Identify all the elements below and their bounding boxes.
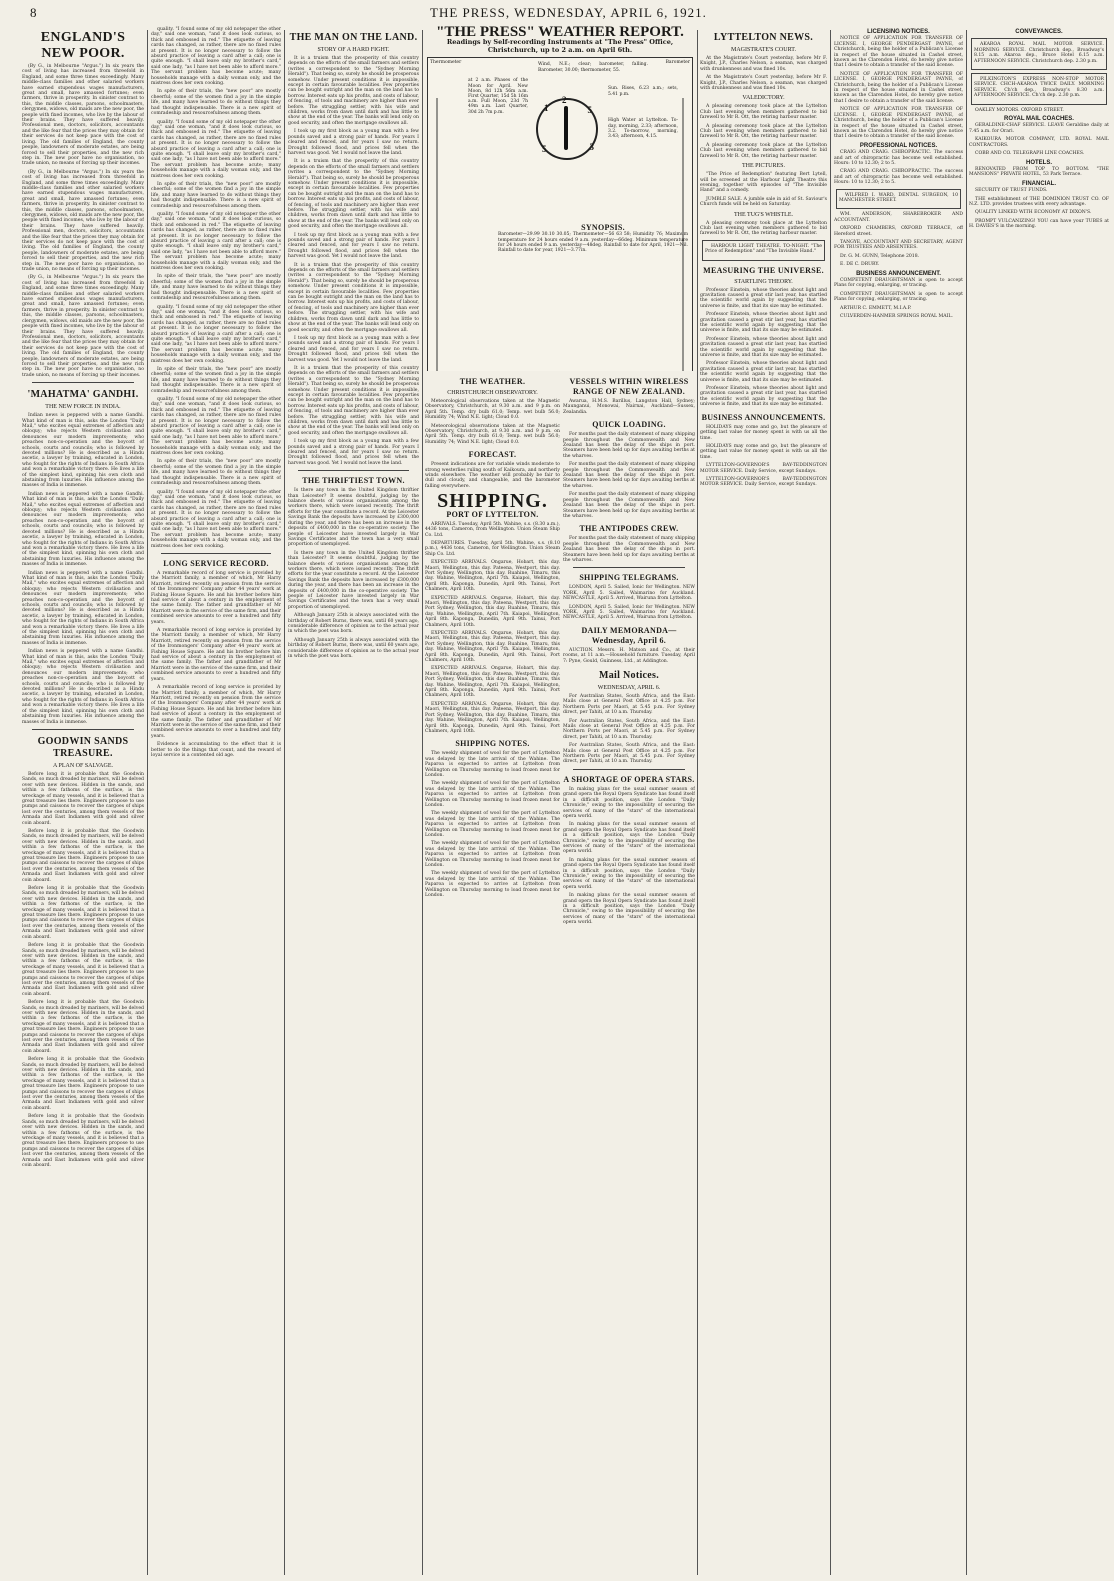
dial-number: 2 bbox=[562, 95, 567, 106]
ad-text: OAKLEY MOTORS. OXFORD STREET. bbox=[975, 107, 1064, 113]
article-subhead: WEDNESDAY, APRIL 6. bbox=[597, 685, 661, 691]
article-body: quality. "I found some of my old notepaper the other day," said one woman, "and it does look curious, so thick and embossed in red." The etiquette of leaving cards has changed, as rather, there are no fixed rules at present. It is no longer necessary to follow the absurd practice of leaving a card after a call; one is quite enough. "I shall leave only my brother's card," said one lady, "as I have not been able to afford more." The servant problem has become acute; many households manage with a daily woman only, and the mistress does her own cooking. bbox=[151, 119, 281, 179]
article-body: A pleasing ceremony took place at the Lyttelton Club last evening when members gathered to bid farewell to Mr R. Ott, the retiring harbour master. bbox=[700, 104, 827, 121]
dial-number: 3 bbox=[589, 142, 594, 152]
article-body: quality. "I found some of my old notepaper the other day," said one woman, "and it does look curious, so thick and embossed in red." The etiquette of leaving cards has changed, as rather, there are no fixed rules at present. It is no longer necessary to follow the absurd practice of leaving a card after a call; one is quite enough. "I shall leave only my brother's card," said one lady, "as I have not been able to afford more." The servant problem has become acute; many households manage with a daily woman only, and the mistress does her own cooking. bbox=[151, 397, 281, 457]
article-headline: SHIPPING TELEGRAMS. bbox=[579, 573, 679, 583]
ad-text: Dr. G. M. GUNN, Telephone 2018. bbox=[840, 253, 920, 259]
divider bbox=[32, 382, 134, 383]
article-body: It is a truism that the prosperity of this country depends on the efforts of the small farmers and settlers (writes a correspondent to the "Sydney Morning Herald"). That being so, surely he should be prosperous somehow. Under present conditions it is impossible, except in certain favourable localities. Few properties can be bought outright and the man on the land has to borrow. Interest eats up his profits, and costs of labour, of fencing, of tools and machinery are higher than ever before. The struggling settler, with his wife and children, works from dawn until dark and has little to show at the end of the year. The banks will lend only on good security, and often the mortgage swallows all. bbox=[288, 56, 419, 126]
article-body: In making plans for the usual summer season of grand opera the Royal Opera Syndicate has found itself in a difficult position, says the London "Daily Chronicle," owing to the impossibility of securing the services of many of the "stars" of the international opera world. bbox=[563, 786, 695, 819]
ad-text: CRAIG AND CRAIG. CHIROPRACTIC. The success and art of chiropractic has become well established. Hours: 10 to 12.30; 2 to 5. bbox=[834, 150, 963, 166]
article-headline: THE WEATHER. bbox=[459, 377, 526, 386]
article-headline: VESSELS WITHIN WIRELESS RANGE OF NEW ZEALAND. bbox=[569, 377, 689, 396]
ad-text: RENOVATED FROM TOP TO BOTTOM. "THE MANSIONS" PRIVATE HOTEL, 53 Park Terrace. bbox=[969, 166, 1109, 178]
barometer-dial bbox=[536, 95, 598, 160]
ad-text: SECURITY OF TRUST FUNDS. bbox=[975, 188, 1048, 194]
article-body: Before long it is probable that the Goodwin Sands, so much dreaded by mariners, will be delved over with new devices. Hidden in the sands, and within a few fathoms of the surface, is the wreckage of many vessels, and it is believed that a great treasure lies there. Engineers propose to use pumps and caissons to recover the cargoes of ships lost over the centuries, among them vessels of the Armada and East Indiamen with gold and silver coin aboard. bbox=[22, 828, 144, 883]
article-body: Although January 25th is always associated with the birthday of Robert Burns, there was, until 60 years ago, considerable difference of opinion as to the actual year in which the poet was born. bbox=[288, 613, 419, 635]
article-headline: GOODWIN SANDS TREASURE. bbox=[37, 735, 129, 759]
section-heading: PROFESSIONAL NOTICES. bbox=[859, 142, 938, 149]
dial-number: 5 bbox=[587, 105, 592, 116]
article-body: "The Price of Redemption" featuring Bert Lytell, will be screened at the Harbour Light Theatre this evening, together with episodes of "The Invisible Hand" and a comedy. bbox=[700, 172, 827, 194]
article-body: I took up my first block as a young man with a few pounds saved and a strong pair of hands. For years I cleared and fenced, and for years I saw no return. Drought followed flood, and prices fell when the harvest was good. Yet I would not leave the land. bbox=[288, 335, 419, 363]
article-body: quality. "I found some of my old notepaper the other day," said one woman, "and it does look curious, so thick and embossed in red." The etiquette of leaving cards has changed, as rather, there are no fixed rules at present. It is no longer necessary to follow the absurd practice of leaving a card after a call; one is quite enough. "I shall leave only my brother's card," said one lady, "as I have not been able to afford more." The servant problem has become acute; many households manage with a daily woman only, and the mistress does her own cooking. bbox=[151, 212, 281, 272]
column-2 bbox=[151, 26, 281, 1574]
article-headline: LONG SERVICE RECORD. bbox=[163, 558, 269, 568]
ad-text: THE establishment of THE DOMINION TRUST CO. OF N.Z. LTD. provides trustees with every advantage. bbox=[969, 196, 1109, 207]
thermometer-label: Thermometer bbox=[430, 60, 462, 66]
article-body: (By G., in Melbourne "Argus.") In six years the cost of living has increased from threefold in England, and some three times exceedingly. Many middle-class families and other salaried workers have earned stupendous wages manufacturers, great and small, have amassed fortunes; even farmers, thrive in prosperity. In sinister contrast to this, the middle classes, parsons, schoolmasters, clergymen, widows, old maids are the new poor, the people with fixed incomes, who live by the labour of their brains. They have suffered heavily. Professional men, doctors, solicitors, accountants and the like fear that the prices they may obtain for their services do not keep pace with the cost of living. The old families of England, the county people, landowners of moderate estates, are being forced to sell their properties, and the new rich step in. The new poor have no organisation, no trade union, no means of forcing up their incomes. bbox=[22, 64, 144, 167]
article-body: Professor Einstein, whose theories about light and gravitation caused a great stir last year, has startled the scientific world again by suggesting that the universe is finite, and that its size may be estimated. bbox=[700, 336, 827, 359]
column-4 bbox=[425, 372, 560, 1572]
article-body: A pleasing ceremony took place at the Lyttelton Club last evening when members gathered to bid farewell to Mr R. Ott, the retiring harbour master. bbox=[700, 142, 827, 159]
article-body: It is a truism that the prosperity of this country depends on the efforts of the small farmers and settlers (writes a correspondent to the "Sydney Morning Herald"). That being so, surely he should be prosperous somehow. Under present conditions it is impossible, except in certain favourable localities. Few properties can be bought outright and the man on the land has to borrow. Interest eats up his profits, and costs of labour, of fencing, of tools and machinery are higher than ever before. The struggling settler, with his wife and children, works from dawn until dark and has little to show at the end of the year. The banks will lend only on good security, and often the mortgage swallows all. bbox=[288, 159, 419, 230]
article-body: Before long it is probable that the Goodwin Sands, so much dreaded by mariners, will be delved over with new devices. Hidden in the sands, and within a few fathoms of the surface, is the wreckage of many vessels, and it is believed that a great treasure lies there. Engineers propose to use pumps and caissons to recover the cargoes of ships lost over the centuries, among them vessels of the Armada and East Indiamen with gold and silver coin aboard. bbox=[22, 771, 144, 826]
article-body: Before long it is probable that the Goodwin Sands, so much dreaded by mariners, will be delved over with new devices. Hidden in the sands, and within a few fathoms of the surface, is the wreckage of many vessels, and it is believed that a great treasure lies there. Engineers propose to use pumps and caissons to recover the cargoes of ships lost over the centuries, among them vessels of the Armada and East Indiamen with gold and silver coin aboard. bbox=[22, 943, 144, 997]
page-header: THE PRESS, WEDNESDAY, APRIL 6, 1921. bbox=[430, 5, 707, 20]
column-6 bbox=[700, 26, 827, 1574]
ad-text: QUALITY LINKED WITH ECONOMY AT DIXON'S. bbox=[975, 210, 1092, 216]
article-body: EXPECTED ARRIVALS. Ongarue, Hobart, this day. Maori, Wellington, this day. Pateena, Westport, this day. Port Sydney, Wellington, this day. Ruahine, Timaru, this day. Wahine, Wellington, April 7th. Kaiapoi, Wellington, April 8th. Kaponga, Dunedin, April 9th. Tainui, Port Chalmers, April 10th. bbox=[425, 666, 560, 699]
ad-text: WM. ANDERSON, SHAREBROKER AND ACCOUNTANT. bbox=[834, 212, 963, 223]
article-body: Indian news is peppered with a name Gandhi. What kind of man is this, asks the London "Daily Mail," who excites equal extremes of affection and obloquy; who rejects Western civilisation and denounces our modern improvements; who preaches non-co-operation and the boycott of schools, courts and councils; who is followed by devoted millions? He is described as a Hindu ascetic, a lawyer by training, educated in London, who fought for the rights of Indians in South Africa and won a remarkable victory there. He lives a life of the simplest kind, spinning his own cloth and abstaining from luxuries. His influence among the masses of India is immense. bbox=[22, 413, 144, 489]
ad-text: NOTICE OF APPLICATION FOR TRANSFER OF LICENSE. I, GEORGE PENDERGAST PAYNE, of Christchurch, being the holder of a Publican's License in respect of the house situated in Cashel street, known as the Clarendon Hotel, do hereby give notice that I desire to obtain a transfer of the said license. bbox=[834, 71, 963, 104]
article-body: Indian news is peppered with a name Gandhi. What kind of man is this, asks the London "Daily Mail," who excites equal extremes of affection and obloquy; who rejects Western civilisation and denounces our modern improvements; who preaches non-co-operation and the boycott of schools, courts and councils; who is followed by devoted millions? He is described as a Hindu ascetic, a lawyer by training, educated in London, who fought for the rights of Indians in South Africa and won a remarkable victory there. He lives a life of the simplest kind, spinning his own cloth and abstaining from luxuries. His influence among the masses of India is immense. bbox=[22, 649, 144, 725]
article-body: Evidence is accumulating to the effect that it is better to do the things that count, and the reward of loyal service is a contented old age. bbox=[151, 742, 281, 758]
weather-subtitle: Readings by Self-recording Instruments at "The Press" Office, Christchurch, up to 2 a.m. on April 6th. bbox=[446, 38, 674, 55]
ad-text: NOTICE OF APPLICATION FOR TRANSFER OF LICENSE. I, GEORGE PENDERGAST PAYNE, of Christchurch, being the holder of a Publican's License in respect of the house situated in Cashel street, known as the Clarendon Hotel, do hereby give notice that I desire to obtain a transfer of the said license. bbox=[834, 107, 963, 140]
article-body: For months past the daily statement of many shipping people throughout the Commonwealth and New Zealand has been the delay of the ships in port. Steamers have been held up for days awaiting berths at the wharves. bbox=[563, 462, 695, 489]
ad-text: CRAIG AND CRAIG. CHIROPRACTIC. The success and art of chiropractic has become well established. Hours: 10 to 12.30; 2 to 5. bbox=[834, 169, 963, 186]
column-rule bbox=[966, 30, 967, 1575]
column-5 bbox=[563, 372, 695, 1572]
article-body: For Australian States, South Africa, and the East: Mails close at General Post Office at 4.25 p.m. For Northern Ports per Maori, at 5.45 p.m. For Sydney direct, per Tahiti, at 10 a.m. Thursday. bbox=[563, 694, 695, 716]
article-body: At the Magistrate's Court yesterday, before Mr F. Knight, J.P., Charles Nelson, a seaman, was charged with drunkenness and was fined 10s. bbox=[700, 56, 827, 72]
article-body: Before long it is probable that the Goodwin Sands, so much dreaded by mariners, will be delved over with new devices. Hidden in the sands, and within a few fathoms of the surface, is the wreckage of many vessels, and it is believed that a great treasure lies there. Engineers propose to use pumps and caissons to recover the cargoes of ships lost over the centuries, among them vessels of the Armada and East Indiamen with gold and silver coin aboard. bbox=[22, 1114, 144, 1168]
column-8 bbox=[969, 26, 1109, 1574]
weather-report bbox=[425, 26, 695, 371]
article-subhead: THE TUG'S WHISTLE. bbox=[733, 211, 794, 218]
article-body: For months past the daily statement of many shipping people throughout the Commonwealth and New Zealand has been the delay of the ships in port. Steamers have been held up for days awaiting berths at the wharves. bbox=[563, 536, 695, 563]
article-body: Professor Einstein, whose theories about light and gravitation caused a great stir last year, has startled the scientific world again by suggesting that the universe is finite, and that its size may be estimated. bbox=[700, 361, 827, 383]
article-body: I took up my first block as a young man with a few pounds saved and a strong pair of hands. For years I cleared and fenced, and for years I saw no return. Drought followed flood, and prices fell when the harvest was good. Yet I would not leave the land. bbox=[288, 129, 419, 156]
article-body: The weekly shipment of wool for the port of Lyttelton was delayed by the late arrival of the Wahine. The Paparoa is expected to arrive at Lyttelton from Wellington on Thursday morning to load frozen meat for London. bbox=[425, 841, 560, 869]
article-subhead: THE PICTURES. bbox=[741, 163, 785, 170]
article-headline: A SHORTAGE OF OPERA STARS. bbox=[563, 774, 695, 784]
column-rule bbox=[147, 30, 148, 1575]
barometer-scale bbox=[676, 98, 690, 371]
ad-text: HOLIDAYS may come and go, but the pleasure of getting last value for money spent is with us all the time. bbox=[700, 424, 827, 441]
port-heading: PORT OF LYTTELTON. bbox=[446, 509, 539, 519]
article-body: A remarkable record of long service is provided by the Marriott family, a member of which, Mr Harry Marriott, retired recently on pension from the service of the Ironmongers' Company after 44 years' work at Fishing House Square. He and his brother before him had service of about a century in the employment of the same family. The father and grandfather of Mr Marriott were in the service of the same firm, and their combined service amounts to over a hundred and fifty years. bbox=[151, 685, 281, 739]
article-body: ARRIVALS. Tuesday, April 5th. Wahine, s.s. (8.30 a.m.), 4436 tons, Cameron, from Wellington. Union Steam Ship Co. Ltd. bbox=[425, 521, 560, 538]
section-heading: CONVEYANCES. bbox=[1015, 29, 1063, 35]
article-headline: Mail Notices. bbox=[599, 670, 659, 681]
article-body: JUMBLE SALE. A jumble sale in aid of St. Saviour's Church funds will be held on Saturday. bbox=[700, 196, 827, 208]
masthead bbox=[0, 0, 1114, 26]
article-body: DEPARTURES. Tuesday, April 5th. Wahine, s.s. (8.10 p.m.), 4436 tons, Cameron, for Wellington. Union Steam Ship Co. Ltd. bbox=[425, 540, 560, 557]
article-headline: LYTTELTON NEWS. bbox=[713, 32, 814, 43]
article-body: Indian news is peppered with a name Gandhi. What kind of man is this, asks the London "Daily Mail," who excites equal extremes of affection and obloquy; who rejects Western civilisation and denounces our modern improvements; who preaches non-co-operation and the boycott of schools, courts and councils; who is followed by devoted millions? He is described as a Hindu ascetic, a lawyer by training, educated in London, who fought for the rights of Indians in South Africa and won a remarkable victory there. He lives a life of the simplest kind, spinning his own cloth and abstaining from luxuries. His influence among the masses of India is immense. bbox=[22, 570, 144, 646]
column-3 bbox=[288, 26, 419, 1574]
divider bbox=[32, 729, 134, 730]
article-body: The weekly shipment of wool for the port of Lyttelton was delayed by the late arrival of the Wahine. The Paparoa is expected to arrive at Lyttelton from Wellington on Thursday morning to load frozen meat for London. bbox=[425, 781, 560, 808]
article-body: quality. "I found some of my old notepaper the other day," said one woman, "and it does look curious, so thick and embossed in red." The etiquette of leaving cards has changed, as rather, there are no fixed rules at present. It is no longer necessary to follow the absurd practice of leaving a card after a call; one is quite enough. "I shall leave only my brother's card," said one lady, "as I have not been able to afford more." The servant problem has become acute; many households manage with a daily woman only, and the mistress does her own cooking. bbox=[151, 27, 281, 87]
article-body: EXPECTED ARRIVALS. Ongarue, Hobart, this day. Maori, Wellington, this day. Pateena, Westport, this day. Port Sydney, Wellington, this day. Ruahine, Timaru, this day. Wahine, Wellington, April 7th. Kaiapoi, Wellington, April 8th. Kaponga, Dunedin, April 9th. Tainui, Port Chalmers, April 10th. bbox=[425, 631, 560, 664]
shipping-heading: SHIPPING. bbox=[437, 490, 548, 513]
section-heading: LICENSING NOTICES. bbox=[867, 29, 930, 35]
ad-text: HOLIDAYS may come and go, but the pleasure of getting last value for money spent is with us all the time. bbox=[700, 443, 827, 460]
article-body: I took up my first block as a young man with a few pounds saved and a strong pair of hands. For years I cleared and fenced, and for years I saw no return. Drought followed flood, and prices fell when the harvest was good. Yet I would not leave the land. bbox=[288, 232, 419, 260]
ad-text: GERALDINE-CHAF SERVICE. LEAVE Geraldine daily at 7.45 a.m. for Orari. bbox=[969, 123, 1109, 134]
article-body: A pleasing ceremony took place at the Lyttelton Club last evening when members gathered to bid farewell to Mr R. Ott, the retiring harbour master. bbox=[700, 123, 827, 140]
article-body: (By G., in Melbourne "Argus.") In six years the cost of living has increased from threefold in England, and some three times exceedingly. Many middle-class families and other salaried workers have earned stupendous wages manufacturers, great and small, have amassed fortunes; even farmers, thrive in prosperity. In sinister contrast to this, the middle classes, parsons, schoolmasters, clergymen, widows, old maids are the new poor, the people with fixed incomes, who live by the labour of their brains. They have suffered heavily. Professional men, doctors, solicitors, accountants and the like fear that the prices they may obtain for their services do not keep pace with the cost of living. The old families of England, the county people, landowners of moderate estates, are being forced to sell their properties, and the new rich step in. The new poor have no organisation, no trade union, no means of forcing up their incomes. bbox=[22, 275, 144, 378]
divider bbox=[573, 567, 685, 568]
advertisement bbox=[971, 38, 1107, 70]
column-7 bbox=[834, 26, 963, 1574]
article-body: It is a truism that the prosperity of this country depends on the efforts of the small farmers and settlers (writes a correspondent to the "Sydney Morning Herald"). That being so, surely he should be prosperous somehow. Under present conditions it is impossible, except in certain favourable localities. Few properties can be bought outright and the man on the land has to borrow. Interest eats up his profits, and costs of labour, of fencing, of tools and machinery are higher than ever before. The struggling settler, with his wife and children, works from dawn until dark and has little to show at the end of the year. The banks will lend only on good security, and often the mortgage swallows all. bbox=[288, 365, 419, 436]
article-body: For Australian States, South Africa, and the East: Mails close at General Post Office at 4.25 p.m. For Northern Ports per Maori, at 5.45 p.m. For Sydney direct, per Tahiti, at 10 a.m. Thursday. bbox=[563, 743, 695, 765]
article-body: For months past the daily statement of many shipping people throughout the Commonwealth and New Zealand has been the delay of the ships in port. Steamers have been held up for days awaiting berths at the wharves. bbox=[563, 432, 695, 459]
advertisement bbox=[702, 240, 825, 261]
article-body: In making plans for the usual summer season of grand opera the Royal Opera Syndicate has found itself in a difficult position, says the London "Daily Chronicle," owing to the impossibility of securing the services of many of the "stars" of the international opera world. bbox=[563, 822, 695, 855]
ad-text: TANGYE, ACCOUNTANT AND SECRETARY, AGENT FOR TRUSTEES AND ABSENTEES. bbox=[834, 240, 963, 251]
article-body: In spite of their trials, the "new poor" are mostly cheerful; some of the women find a joy in the simple life, and many have learned to do without things they had thought indispensable. There is a new spirit of comradeship and resourcefulness among them. bbox=[151, 459, 281, 487]
article-body: In making plans for the usual summer season of grand opera the Royal Opera Syndicate has found itself in a difficult position, says the London "Daily Chronicle," owing to the impossibility of securing the services of many of the "stars" of the international opera world. bbox=[563, 857, 695, 890]
article-body: EXPECTED ARRIVALS. Ongarue, Hobart, this day. Maori, Wellington, this day. Pateena, Westport, this day. Port Sydney, Wellington, this day. Ruahine, Timaru, this day. Wahine, Wellington, April 7th. Kaiapoi, Wellington, April 8th. Kaponga, Dunedin, April 9th. Tainui, Port Chalmers, April 10th. bbox=[425, 560, 560, 593]
article-subhead: A PLAN OF SALVAGE. bbox=[52, 762, 113, 769]
article-body: Meteorological observations taken at the Magnetic Observatory, Christchurch, at 9.30 a.m. and 9 p.m. on April 5th. Temp. dry bulb 61.0; Temp. wet bulb 56.0; Humidity 74; Wind N.E. light; Cloud 0.0. bbox=[425, 423, 560, 445]
article-body: (By G., in Melbourne "Argus.") In six years the cost of living has increased from threefold in England, and some three times exceedingly. Many middle-class families and other salaried workers have earned stupendous wages manufacturers, great and small, have amassed fortunes; even farmers, thrive in prosperity. In sinister contrast to this, the middle classes, parsons, schoolmasters, clergymen, widows, old maids are the new poor, the people with fixed incomes, who live by the labour of their brains. They have suffered heavily. Professional men, doctors, solicitors, accountants and the like fear that the prices they may obtain for their services do not keep pace with the cost of living. The old families of England, the county people, landowners of moderate estates, are being forced to sell their properties, and the new rich step in. The new poor have no organisation, no trade union, no means of forcing up their incomes. bbox=[22, 169, 144, 273]
weather-title: "THE PRESS" WEATHER REPORT. bbox=[436, 26, 684, 40]
advertisement bbox=[836, 189, 961, 210]
page-number: 8 bbox=[30, 5, 37, 20]
section-heading: FINANCIAL. bbox=[1022, 180, 1056, 187]
article-subhead: THE NEW FORCE IN INDIA. bbox=[45, 404, 121, 411]
ad-text: OXFORD CHAMBERS, OXFORD TERRACE, off Hereford street. bbox=[834, 226, 963, 237]
barometer-label: Barometer bbox=[665, 60, 690, 66]
article-body: LONDON, April 5. Sailed, Ionic for Wellington. NEW YORK, April 5. Sailed, Waimarino for Auckland. NEWCASTLE, April 5. Arrived, Wairuna from Lyttelton. bbox=[563, 604, 695, 621]
article-body: Professor Einstein, whose theories about light and gravitation caused a great stir last year, has startled the scientific world again by suggesting that the universe is finite, and that its size may be estimated. bbox=[700, 287, 827, 309]
divider bbox=[298, 470, 409, 471]
article-body: In making plans for the usual summer season of grand opera the Royal Opera Syndicate has found itself in a difficult position, says the London "Daily Chronicle," owing to the impossibility of securing the services of many of the "stars" of the international opera world. bbox=[563, 893, 695, 926]
article-subhead: CHRISTCHURCH OBSERVATORY. bbox=[447, 390, 538, 396]
section-heading: HOTELS. bbox=[1025, 159, 1052, 166]
ad-text: COBB AND CO. TELEGRAPH LINE COACHES. bbox=[975, 151, 1085, 157]
ad-text: HARBOUR LIGHT THEATRE. TO-NIGHT. "The Price of Redemption" and "The Invisible Hand." bbox=[705, 243, 822, 255]
advertisement bbox=[971, 73, 1107, 105]
article-body: Professor Einstein, whose theories about light and gravitation caused a great stir last year, has startled the scientific world again by suggesting that the universe is finite, and that its size may be estimated. bbox=[700, 312, 827, 334]
ad-text: PROMPT VULCANIZING! YOU can have your TUBES at H. DAVIES'S in the morning. bbox=[969, 218, 1109, 230]
ad-text: ARTHUR C. EMMETT, M.I.A.P. bbox=[840, 305, 912, 311]
article-body: Before long it is probable that the Goodwin Sands, so much dreaded by mariners, will be delved over with new devices. Hidden in the sands, and within a few fathoms of the surface, is the wreckage of many vessels, and it is believed that a great treasure lies there. Engineers propose to use pumps and caissons to recover the cargoes of ships lost over the centuries, among them vessels of the Armada and East Indiamen with gold and silver coin aboard. bbox=[22, 1057, 144, 1111]
dial-needle bbox=[564, 106, 568, 150]
ad-text: KAIKOURA MOTOR COMPANY, LTD. ROYAL MAIL CONTRACTORS. bbox=[969, 137, 1109, 148]
article-body: For months past the daily statement of many shipping people throughout the Commonwealth and New Zealand has been the delay of the ships in port. Steamers have been held up for days awaiting berths at the wharves. bbox=[563, 492, 695, 519]
article-headline: BUSINESS ANNOUNCEMENTS. bbox=[701, 412, 826, 422]
article-headline: DAILY MEMORANDA—Wednesday, April 6. bbox=[581, 625, 677, 645]
article-subhead: VALEDICTORY. bbox=[742, 95, 785, 102]
article-headline: FORECAST. bbox=[468, 450, 517, 460]
article-body: LONDON, April 5. Sailed, Ionic for Wellington. NEW YORK, April 5. Sailed, Waimarino for Auckland. NEWCASTLE, April 5. Arrived, Wairuna from Lyttelton. bbox=[563, 585, 695, 602]
article-body: Awarua, H.M.S. Barillus, Langston Hall, Sydney; Maunganui, Monowai, Nairnai, Auckland—Sussex, Zealandia. bbox=[563, 399, 695, 415]
ad-text: AKAROA ROYAL MAIL MOTOR SERVICE. MORNING SERVICE. Christchurch dep., Broadway's 8.15 a.m. Akaroa dep., Bruce Hotel 6.15 a.m. AFTERNOON SERVICE. Christchurch dep. 2.30 p.m. bbox=[974, 42, 1104, 64]
ad-text: LYTTELTON-GOVERNOR'S BAY-TEDDINGTON MOTOR SERVICE. Daily Service, except Sundays. bbox=[700, 476, 827, 488]
article-body: Indian news is peppered with a name Gandhi. What kind of man is this, asks the London "Daily Mail," who excites equal extremes of affection and obloquy; who rejects Western civilisation and denounces our modern improvements; who preaches non-co-operation and the boycott of schools, courts and councils; who is followed by devoted millions? He is described as a Hindu ascetic, a lawyer by training, educated in London, who fought for the rights of Indians in South Africa and won a remarkable victory there. He lives a life of the simplest kind, spinning his own cloth and abstaining from luxuries. His influence among the masses of India is immense. bbox=[22, 491, 144, 568]
article-body: EXPECTED ARRIVALS. Ongarue, Hobart, this day. Maori, Wellington, this day. Pateena, Westport, this day. Port Sydney, Wellington, this day. Ruahine, Timaru, this day. Wahine, Wellington, April 7th. Kaiapoi, Wellington, April 8th. Kaponga, Dunedin, April 9th. Tainui, Port Chalmers, April 10th. bbox=[425, 701, 560, 734]
article-body: AUCTION. Messrs. H. Matson and Co., at their rooms, at 11 a.m.—Household furniture. Tuesday, April 7: Pyne, Gould, Guinness, Ltd., at Addington. bbox=[563, 647, 695, 664]
article-subhead: STARTLING THEORY. bbox=[734, 278, 793, 285]
article-headline: 'MAHATMA' GANDHI. bbox=[27, 389, 139, 401]
article-subhead: MAGISTRATE'S COURT. bbox=[731, 47, 796, 53]
tide-times: High Water at Lyttelton. To-day, morning, 2.33; afternoon, 3.2. To-morrow, morning, 3.43; afternoon, 4.15. bbox=[608, 118, 678, 140]
dial-number: 5 bbox=[542, 144, 547, 154]
divider bbox=[573, 769, 685, 770]
article-body: A pleasing ceremony took place at the Lyttelton Club last evening when members gathered to bid farewell to Mr R. Ott, the retiring harbour master. bbox=[700, 220, 827, 237]
moon-phases: at 2 a.m. Phases of the Moon for April. New Moon, 8d 12h 56m a.m. First Quarter, 15d 5h 16m a.m. Full Moon, 23d 7h 49m a.m. Last Quarter, 30d 2h 7m p.m. bbox=[468, 78, 528, 115]
weather-chart bbox=[427, 57, 693, 371]
article-headline: THE MAN ON THE LAND. bbox=[289, 32, 418, 43]
article-body: It is a truism that the prosperity of this country depends on the efforts of the small farmers and settlers (writes a correspondent to the "Sydney Morning Herald"). That being so, surely he should be prosperous somehow. Under present conditions it is impossible, except in certain favourable localities. Few properties can be bought outright and the man on the land has to borrow. Interest eats up his profits, and costs of labour, of fencing, of tools and machinery are higher than ever before. The struggling settler, with his wife and children, works from dawn until dark and has little to show at the end of the year. The banks will lend only on good security, and often the mortgage swallows all. bbox=[288, 262, 419, 333]
article-body: quality. "I found some of my old notepaper the other day," said one woman, "and it does look curious, so thick and embossed in red." The etiquette of leaving cards has changed, as rather, there are no fixed rules at present. It is no longer necessary to follow the absurd practice of leaving a card after a call; one is quite enough. "I shall leave only my brother's card," said one lady, "as I have not been able to afford more." The servant problem has become acute; many households manage with a daily woman only, and the mistress does her own cooking. bbox=[151, 489, 281, 549]
article-body: The weekly shipment of wool for the port of Lyttelton was delayed by the late arrival of the Wahine. The Paparoa is expected to arrive at Lyttelton from Wellington on Thursday morning to load frozen meat for London. bbox=[425, 811, 560, 838]
article-body: For Australian States, South Africa, and the East: Mails close at General Post Office at 4.25 p.m. For Northern Ports per Maori, at 5.45 p.m. For Sydney direct, per Tahiti, at 10 a.m. Thursday. bbox=[563, 718, 695, 740]
article-body: Present indications are for variable winds moderate to strong westerlies ruling south of Kaikoura, and northerly winds elsewhere. The weather will probably be fair to dull and cloudy, and changeable, and the barometer falling everywhere. bbox=[425, 462, 560, 489]
article-body: quality. "I found some of my old notepaper the other day," said one woman, "and it does look curious, so thick and embossed in red." The etiquette of leaving cards has changed, as rather, there are no fixed rules at present. It is no longer necessary to follow the absurd practice of leaving a card after a call; one is quite enough. "I shall leave only my brother's card," said one lady, "as I have not been able to afford more." The servant problem has become acute; many households manage with a daily woman only, and the mistress does her own cooking. bbox=[151, 304, 281, 364]
column-rule bbox=[284, 30, 285, 1575]
article-body: A remarkable record of long service is provided by the Marriott family, a member of which, Mr Harry Marriott, retired recently on pension from the service of the Ironmongers' Company after 44 years' work at Fishing House Square. He and his brother before him had service of about a century in the employment of the same family. The father and grandfather of Mr Marriott were in the service of the same firm, and their combined service amounts to over a hundred and fifty years. bbox=[151, 570, 281, 625]
ad-text: PILKINGTON'S EXPRESS NON-STOP MOTOR SERVICE. CHCH-AKAROA TWICE DAILY. MORNING SERVICE. Ch'ch dep., Broadway's 8.30 a.m. AFTERNOON SERVICE. Ch'ch dep. 2.30 p.m. bbox=[974, 77, 1104, 99]
article-body: The weekly shipment of wool for the port of Lyttelton was delayed by the late arrival of the Wahine. The Paparoa is expected to arrive at Lyttelton from Wellington on Thursday morning to load frozen meat for London. bbox=[425, 751, 560, 778]
article-headline: QUICK LOADING. bbox=[592, 420, 666, 430]
article-body: In spite of their trials, the "new poor" are mostly cheerful; some of the women find a joy in the simple life, and many have learned to do without things they had thought indispensable. There is a new spirit of comradeship and resourcefulness among them. bbox=[151, 89, 281, 117]
article-body: Meteorological observations taken at the Magnetic Observatory, Christchurch, at 9.30 a.m. and 9 p.m. on April 5th. Temp. dry bulb 61.0; Temp. wet bulb 56.0; Humidity 74; Wind N.E. light; Cloud 0.0. bbox=[425, 399, 560, 421]
column-rule bbox=[422, 30, 423, 1575]
article-headline: MEASURING THE UNIVERSE. bbox=[703, 265, 824, 275]
article-headline: ENGLAND'S NEW POOR. bbox=[40, 30, 126, 61]
article-headline: THE ANTIPODES CREW. bbox=[579, 524, 679, 534]
article-headline: THE THRIFTIEST TOWN. bbox=[302, 476, 405, 486]
article-headline: SHIPPING NOTES. bbox=[455, 739, 530, 749]
article-body: At the Magistrate's Court yesterday, before Mr F. Knight, J.P., Charles Nelson, a seaman, was charged with drunkenness and was fined 10s. bbox=[700, 75, 827, 92]
section-heading: BUSINESS ANNOUNCEMENT. bbox=[856, 270, 941, 277]
ad-text: WILFRED I. WARD, DENTAL SURGEON, 10 MANCHESTER STREET. bbox=[839, 192, 958, 203]
article-body: EXPECTED ARRIVALS. Ongarue, Hobart, this day. Maori, Wellington, this day. Pateena, Westport, this day. Port Sydney, Wellington, this day. Ruahine, Timaru, this day. Wahine, Wellington, April 7th. Kaiapoi, Wellington, April 8th. Kaponga, Dunedin, April 9th. Tainui, Port Chalmers, April 10th. bbox=[425, 595, 560, 628]
thermometer-scale bbox=[430, 98, 444, 371]
column-1 bbox=[22, 26, 144, 1574]
section-heading: ROYAL MAIL COACHES. bbox=[1004, 116, 1074, 123]
synopsis-title: SYNOPSIS. bbox=[581, 223, 625, 233]
article-body: I took up my first block as a young man with a few pounds saved and a strong pair of hands. For years I cleared and fenced, and for years I saw no return. Drought followed flood, and prices fell when the harvest was good. Yet I would not leave the land. bbox=[288, 439, 419, 466]
article-body: Before long it is probable that the Goodwin Sands, so much dreaded by mariners, will be delved over with new devices. Hidden in the sands, and within a few fathoms of the surface, is the wreckage of many vessels, and it is believed that a great treasure lies there. Engineers propose to use pumps and caissons to recover the cargoes of ships lost over the centuries, among them vessels of the Armada and East Indiamen with gold and silver coin aboard. bbox=[22, 886, 144, 940]
article-body: In spite of their trials, the "new poor" are mostly cheerful; some of the women find a joy in the simple life, and many have learned to do without things they had thought indispensable. There is a new spirit of comradeship and resourcefulness among them. bbox=[151, 181, 281, 209]
article-body: In spite of their trials, the "new poor" are mostly cheerful; some of the women find a joy in the simple life, and many have learned to do without things they had thought indispensable. There is a new spirit of comradeship and resourcefulness among them. bbox=[151, 366, 281, 394]
ad-text: COMPETENT DRAUGHTSMAN is open to accept Plans for copying, enlarging, or tracing. bbox=[834, 291, 963, 303]
divider bbox=[161, 553, 271, 554]
ad-text: NOTICE OF APPLICATION FOR TRANSFER OF LICENSE. I, GEORGE PENDERGAST PAYNE, of Christchurch, being the holder of a Publican's License in respect of the house situated in Cashel street, known as the Clarendon Hotel, do hereby give notice that I desire to obtain a transfer of the said license. bbox=[834, 36, 963, 69]
ad-text: E. DE C. DRURY. bbox=[840, 262, 880, 268]
column-rule bbox=[830, 30, 831, 1575]
article-body: The weekly shipment of wool for the port of Lyttelton was delayed by the late arrival of the Wahine. The Paparoa is expected to arrive at Lyttelton from Wellington on Thursday morning to load frozen meat for London. bbox=[425, 871, 560, 899]
article-body: Although January 25th is always associated with the birthday of Robert Burns, there was, until 60 years ago, considerable difference of opinion as to the actual year in which the poet was born. bbox=[288, 637, 419, 660]
article-body: Professor Einstein, whose theories about light and gravitation caused a great stir last year, has startled the scientific world again by suggesting that the universe is finite, and that its size may be estimated. bbox=[700, 386, 827, 408]
article-body: Is there any town in the United Kingdom thriftier than Leicester? It seems doubtful, judging by the balance sheets of various organisations among the workers there, which were issued recently. The thrift efforts for the year constitute a record. At the Leicester Savings Bank the deposits have increased by £300,000 during the year, and there has been an increase in the deposits of £400,000 in the co-operative society. The people of Leicester have invested largely in War Savings Certificates and the town has a very small proportion of unemployed. bbox=[288, 550, 419, 610]
ad-text: LYTTELTON-GOVERNOR'S BAY-TEDDINGTON MOTOR SERVICE. Daily Service, except Sundays. bbox=[700, 463, 827, 474]
synopsis-text: Barometer—29.99 30.10 30.05; Thermometer—56 63 58; Humidity 76; Maximum temperature for 24 hours ended 9 a.m. yesterday—66deg. Minimum temperature for 24 hours ended 9 a.m. yesterday—48deg. Rainfall to date for April, 1921—Nil. Rainfall to date for year, 1921—3.77in. bbox=[498, 232, 688, 254]
article-body: Is there any town in the United Kingdom thriftier than Leicester? It seems doubtful, judging by the balance sheets of various organisations among the workers there, which were issued recently. The thrift efforts for the year constitute a record. At the Leicester Savings Bank the deposits have increased by £300,000 during the year, and there has been an increase in the deposits of £400,000 in the co-operative society. The people of Leicester have invested largely in War Savings Certificates and the town has a very small proportion of unemployed. bbox=[288, 488, 419, 548]
ad-text: COMPETENT DRAUGHTSMAN is open to accept Plans for copying, enlarging, or tracing. bbox=[834, 278, 963, 289]
article-body: Before long it is probable that the Goodwin Sands, so much dreaded by mariners, will be delved over with new devices. Hidden in the sands, and within a few fathoms of the surface, is the wreckage of many vessels, and it is believed that a great treasure lies there. Engineers propose to use pumps and caissons to recover the cargoes of ships lost over the centuries, among them vessels of the Armada and East Indiamen with gold and silver coin aboard. bbox=[22, 1000, 144, 1054]
wind-reading: Wind, N.E.; clear; barometer, falling. Barometer, 30.00; thermometer, 55. bbox=[538, 62, 648, 73]
article-subhead: STORY OF A HARD FIGHT. bbox=[317, 47, 390, 53]
sun-times: Sun. Rises, 6.23 a.m.; sets, 5.41 p.m. bbox=[608, 86, 678, 97]
column-rule bbox=[697, 30, 698, 1575]
article-body: In spite of their trials, the "new poor" are mostly cheerful; some of the women find a joy in the simple life, and many have learned to do without things they had thought indispensable. There is a new spirit of comradeship and resourcefulness among them. bbox=[151, 274, 281, 302]
dial-number: 1 bbox=[544, 103, 549, 114]
article-body: A remarkable record of long service is provided by the Marriott family, a member of which, Mr Harry Marriott, retired recently on pension from the service of the Ironmongers' Company after 44 years' work at Fishing House Square. He and his brother before him had service of about a century in the employment of the same family. The father and grandfather of Mr Marriott were in the service of the same firm, and their combined service amounts to over a hundred and fifty years. bbox=[151, 628, 281, 682]
ad-text: CULVERDEN-HANMER SPRINGS ROYAL MAIL. bbox=[840, 314, 953, 320]
